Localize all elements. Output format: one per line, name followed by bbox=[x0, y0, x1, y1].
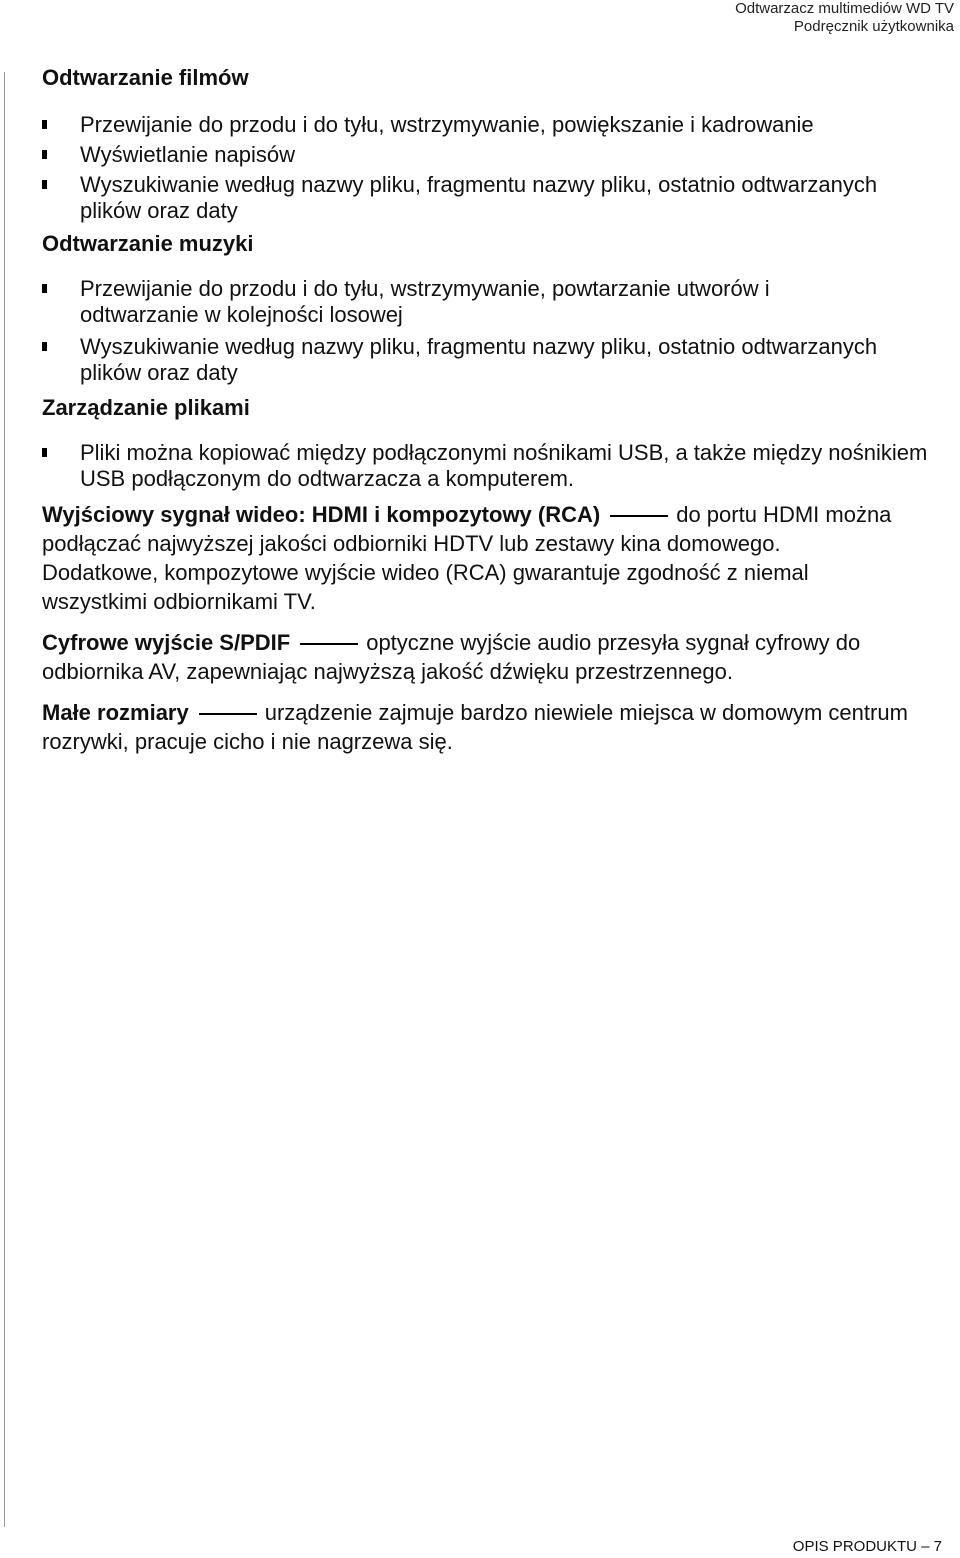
bullet-icon bbox=[42, 120, 47, 129]
page-header bbox=[735, 0, 954, 36]
bullet-icon bbox=[42, 150, 47, 159]
feature-video-output-text: do portu HDMI można podłączać najwyższej jakości odbiorniki HDTV lub zestawy kina domowego. Dodatkowe, kompozytowe wyjście wideo (RCA) gwarantuje zgodność z niemal wszystkimi odbiornikami TV. bbox=[42, 502, 892, 614]
list-item-text: Wyszukiwanie według nazwy pliku, fragmentu nazwy pliku, ostatnio odtwarzanych plików oraz daty bbox=[80, 172, 878, 223]
section-title-music: Odtwarzanie muzyki bbox=[42, 231, 254, 256]
em-dash bbox=[300, 643, 358, 645]
feature-spdif bbox=[42, 628, 942, 686]
movies-list bbox=[42, 112, 942, 224]
bullet-icon bbox=[42, 284, 47, 293]
list-item-text: Przewijanie do przodu i do tyłu, wstrzymywanie, powtarzanie utworów i odtwarzanie w kolejności losowej bbox=[80, 276, 770, 327]
section-title-files: Zarządzanie plikami bbox=[42, 395, 250, 420]
feature-spdif-title: Cyfrowe wyjście S/PDIF bbox=[42, 630, 291, 655]
list-item bbox=[42, 142, 942, 168]
list-item bbox=[42, 112, 942, 138]
bullet-icon bbox=[42, 180, 47, 189]
feature-video-output bbox=[42, 500, 942, 616]
list-item bbox=[42, 172, 942, 224]
em-dash bbox=[610, 515, 668, 517]
left-margin-rule bbox=[4, 72, 5, 1527]
page-content bbox=[42, 64, 942, 756]
feature-video-output-title: Wyjściowy sygnał wideo: HDMI i kompozytowy (RCA) bbox=[42, 502, 601, 527]
list-item-text: Wyświetlanie napisów bbox=[80, 142, 296, 167]
header-subtitle: Podręcznik użytkownika bbox=[793, 18, 954, 35]
list-item-text: Wyszukiwanie według nazwy pliku, fragmentu nazwy pliku, ostatnio odtwarzanych plików oraz daty bbox=[80, 334, 878, 385]
feature-size-title: Małe rozmiary bbox=[42, 700, 189, 725]
bullet-icon bbox=[42, 342, 47, 351]
list-item-text: Pliki można kopiować między podłączonymi nośnikami USB, a także między nośnikiem USB podłączonym do odtwarzacza a komputerem. bbox=[80, 440, 928, 491]
feature-size bbox=[42, 698, 942, 756]
list-item bbox=[42, 440, 942, 492]
list-item bbox=[42, 276, 942, 328]
page-footer: OPIS PRODUKTU – 7 bbox=[792, 1538, 942, 1555]
feature-spdif-text: optyczne wyjście audio przesyła sygnał cyfrowy do odbiornika AV, zapewniając najwyższą jakość dźwięku przestrzennego. bbox=[42, 630, 861, 684]
list-item bbox=[42, 334, 942, 386]
section-title-movies: Odtwarzanie filmów bbox=[42, 65, 249, 90]
feature-size-text: urządzenie zajmuje bardzo niewiele miejsca w domowym centrum rozrywki, pracuje cicho i nie nagrzewa się. bbox=[42, 700, 908, 754]
em-dash bbox=[199, 713, 257, 715]
bullet-icon bbox=[42, 448, 47, 457]
files-list bbox=[42, 440, 942, 492]
list-item-text: Przewijanie do przodu i do tyłu, wstrzymywanie, powiększanie i kadrowanie bbox=[80, 112, 814, 137]
music-list bbox=[42, 276, 942, 386]
header-title: Odtwarzacz multimediów WD TV bbox=[735, 0, 954, 17]
